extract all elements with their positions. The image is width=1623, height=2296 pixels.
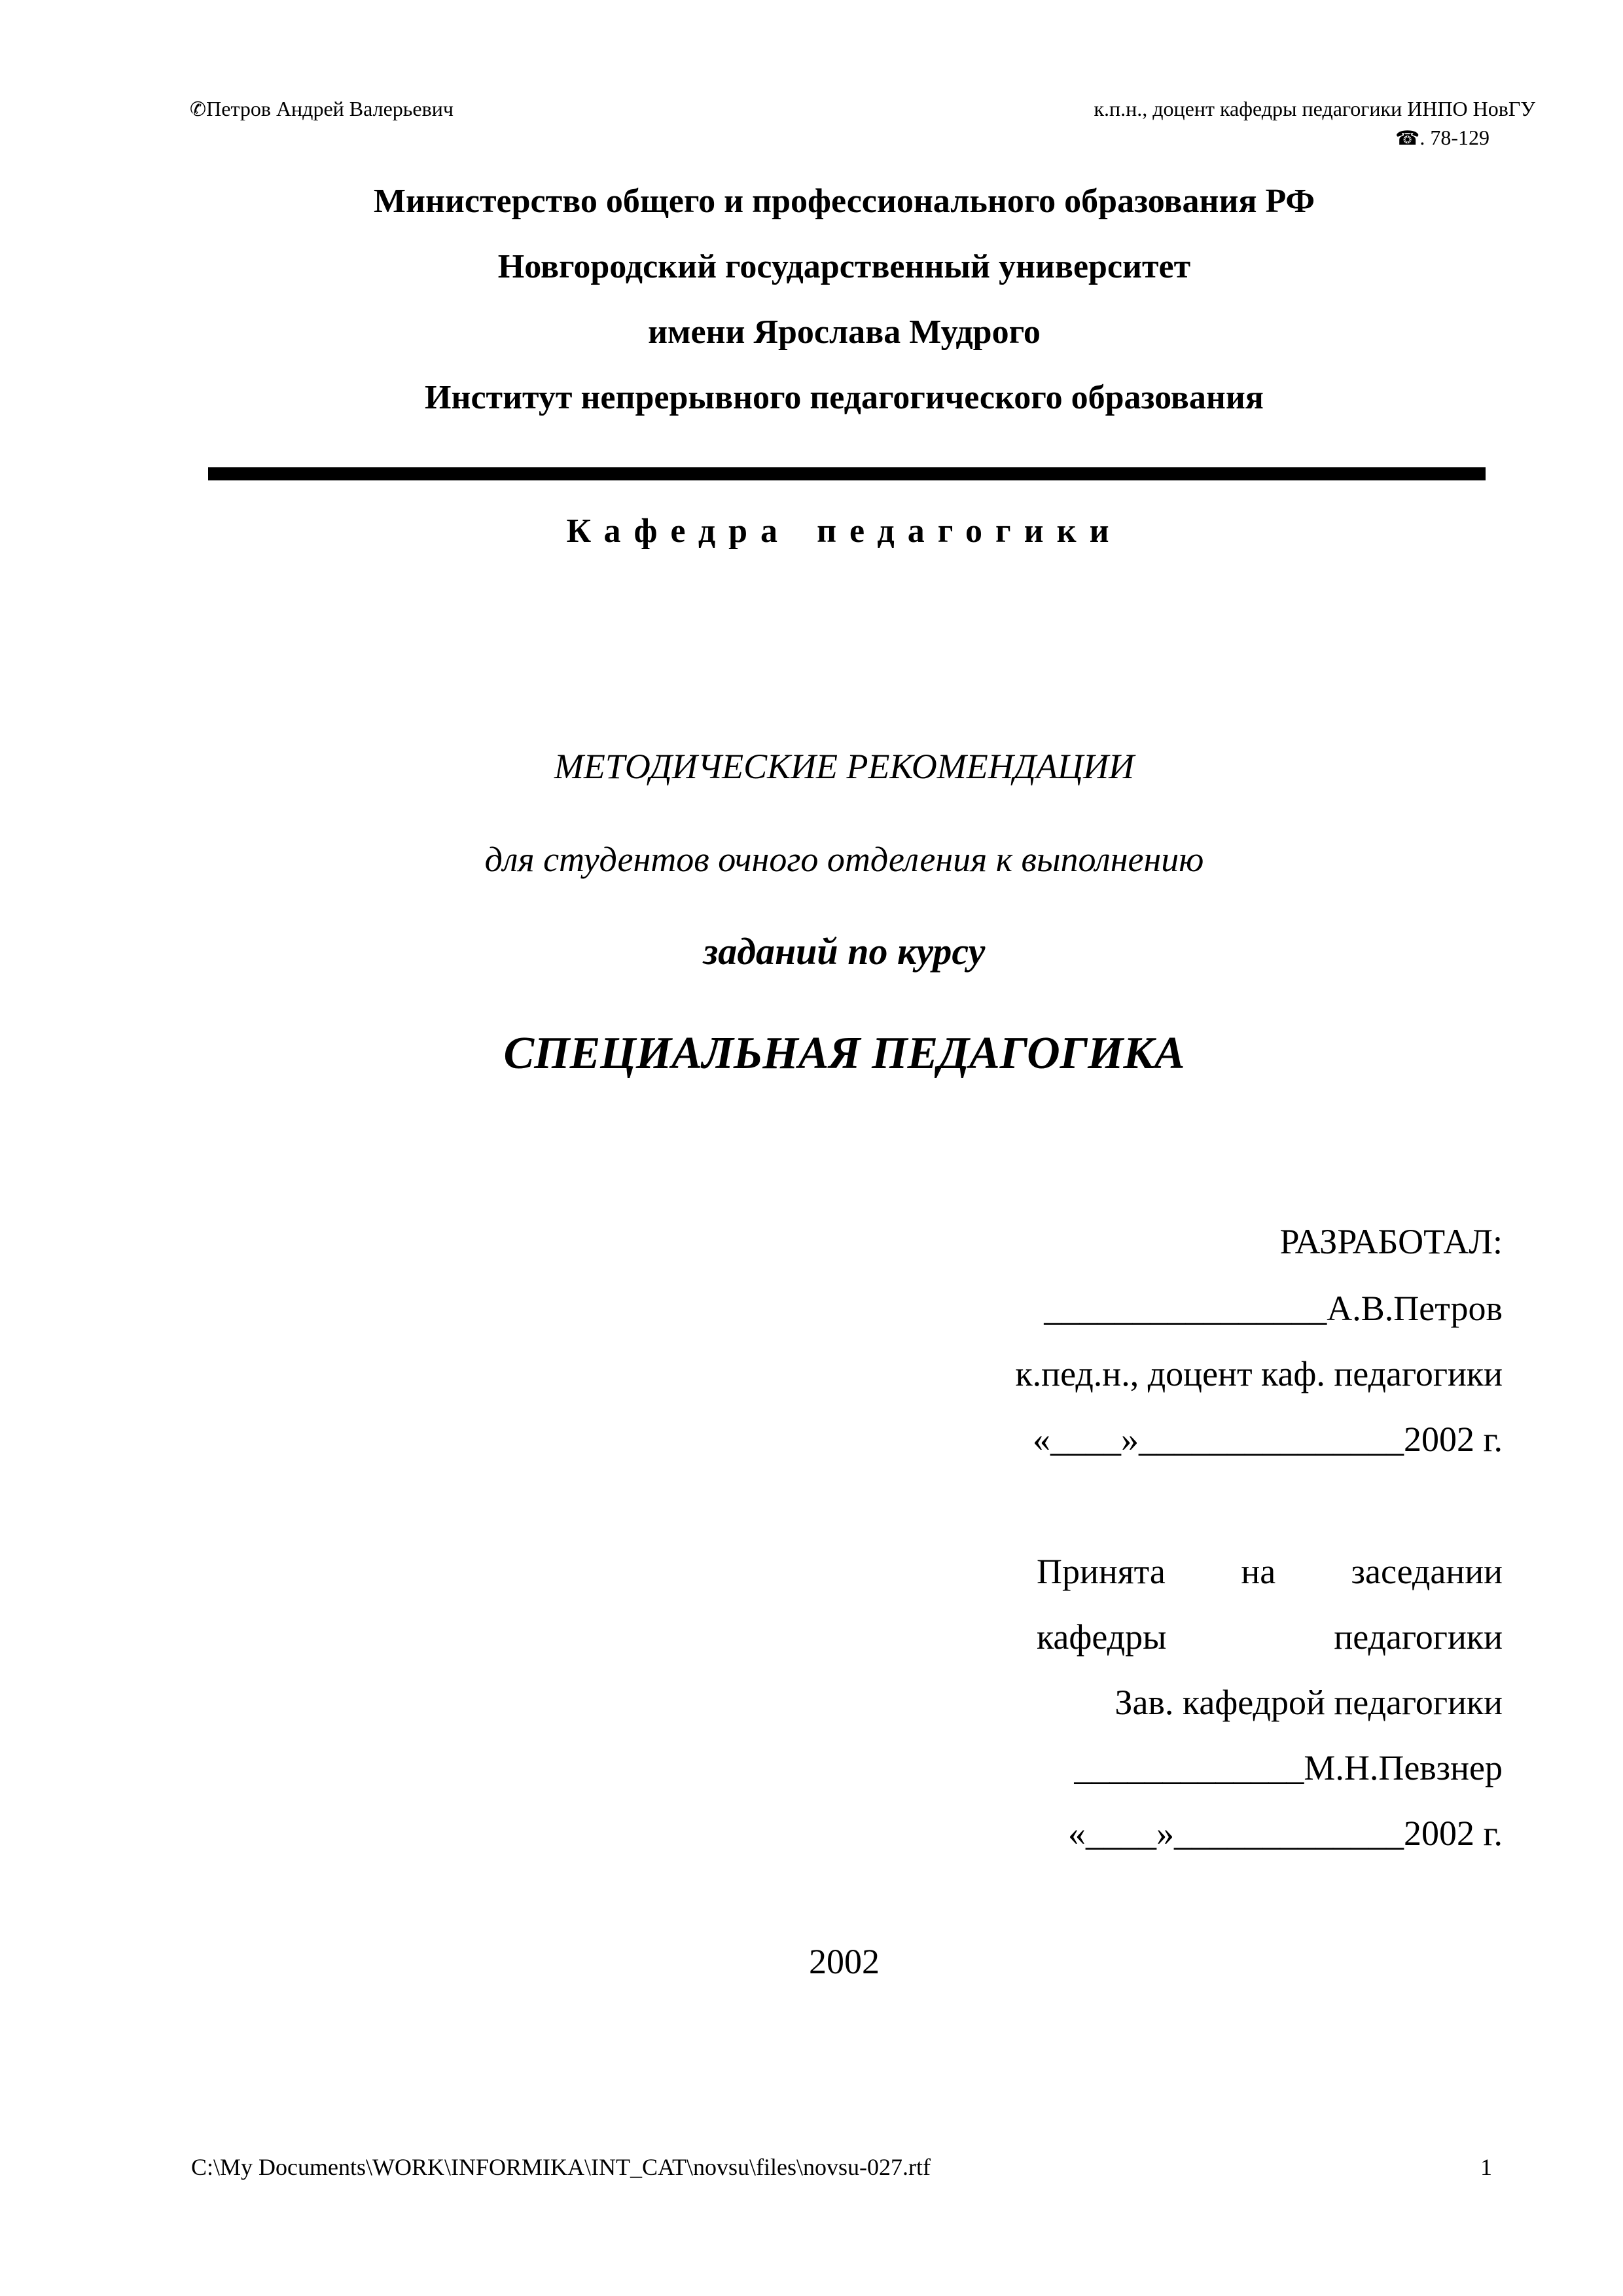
header-author-name: Петров Андрей Валерьевич	[206, 97, 454, 120]
header-phone	[1395, 126, 1489, 150]
acceptance-word: на	[1241, 1552, 1276, 1591]
header-author	[190, 97, 454, 121]
header-position: к.п.н., доцент кафедры педагогики ИНПО НовГУ	[1094, 97, 1535, 120]
institute-name: Институт непрерывного педагогического образования	[425, 379, 1264, 416]
telephone-handset-icon: ✆	[190, 98, 207, 121]
publication-year: 2002	[809, 1942, 880, 1981]
developer-signature-line: ________________А.В.Петров	[1044, 1289, 1503, 1328]
footer-file-path: C:\My Documents\WORK\INFORMIKA\INT_CAT\novsu\files\novsu-027.rtf	[191, 2154, 931, 2180]
ministry-name: Министерство общего и профессионального образования РФ	[373, 183, 1315, 220]
acceptance-word: педагогики	[1334, 1617, 1503, 1657]
developer-label: РАЗРАБОТАЛ:	[1279, 1222, 1503, 1261]
doc-type-title: МЕТОДИЧЕСКИЕ РЕКОМЕНДАЦИИ	[554, 747, 1135, 786]
acceptance-line-1	[1037, 1551, 1503, 1592]
developer-date-line: «____»_______________2002 г.	[1032, 1420, 1503, 1459]
department-word-1: Кафедра	[566, 512, 791, 550]
doc-subtitle: заданий по курсу	[703, 930, 986, 973]
telephone-icon: ☎	[1395, 127, 1420, 150]
university-name-suffix: имени Ярослава Мудрого	[648, 314, 1041, 351]
developer-position: к.пед.н., доцент каф. педагогики	[1015, 1354, 1503, 1393]
acceptance-head-title: Зав. кафедрой педагогики	[1115, 1683, 1503, 1722]
department-name	[0, 512, 1623, 550]
header-divider	[208, 467, 1486, 480]
acceptance-line-2	[1037, 1617, 1503, 1657]
university-name: Новгородский государственный университет	[497, 248, 1191, 285]
page-number: 1	[1480, 2154, 1492, 2180]
department-word-2: педагогики	[817, 512, 1122, 550]
header-phone-number: . 78-129	[1419, 126, 1489, 149]
acceptance-date-line: «____»_____________2002 г.	[1067, 1814, 1503, 1853]
acceptance-signature-line: _____________М.Н.Певзнер	[1074, 1748, 1503, 1787]
acceptance-word: кафедры	[1037, 1617, 1167, 1657]
acceptance-word: заседании	[1351, 1552, 1503, 1591]
acceptance-word: Принята	[1037, 1552, 1166, 1591]
doc-audience: для студентов очного отделения к выполнению	[484, 840, 1204, 879]
course-title: СПЕЦИАЛЬНАЯ ПЕДАГОГИКА	[503, 1028, 1185, 1079]
